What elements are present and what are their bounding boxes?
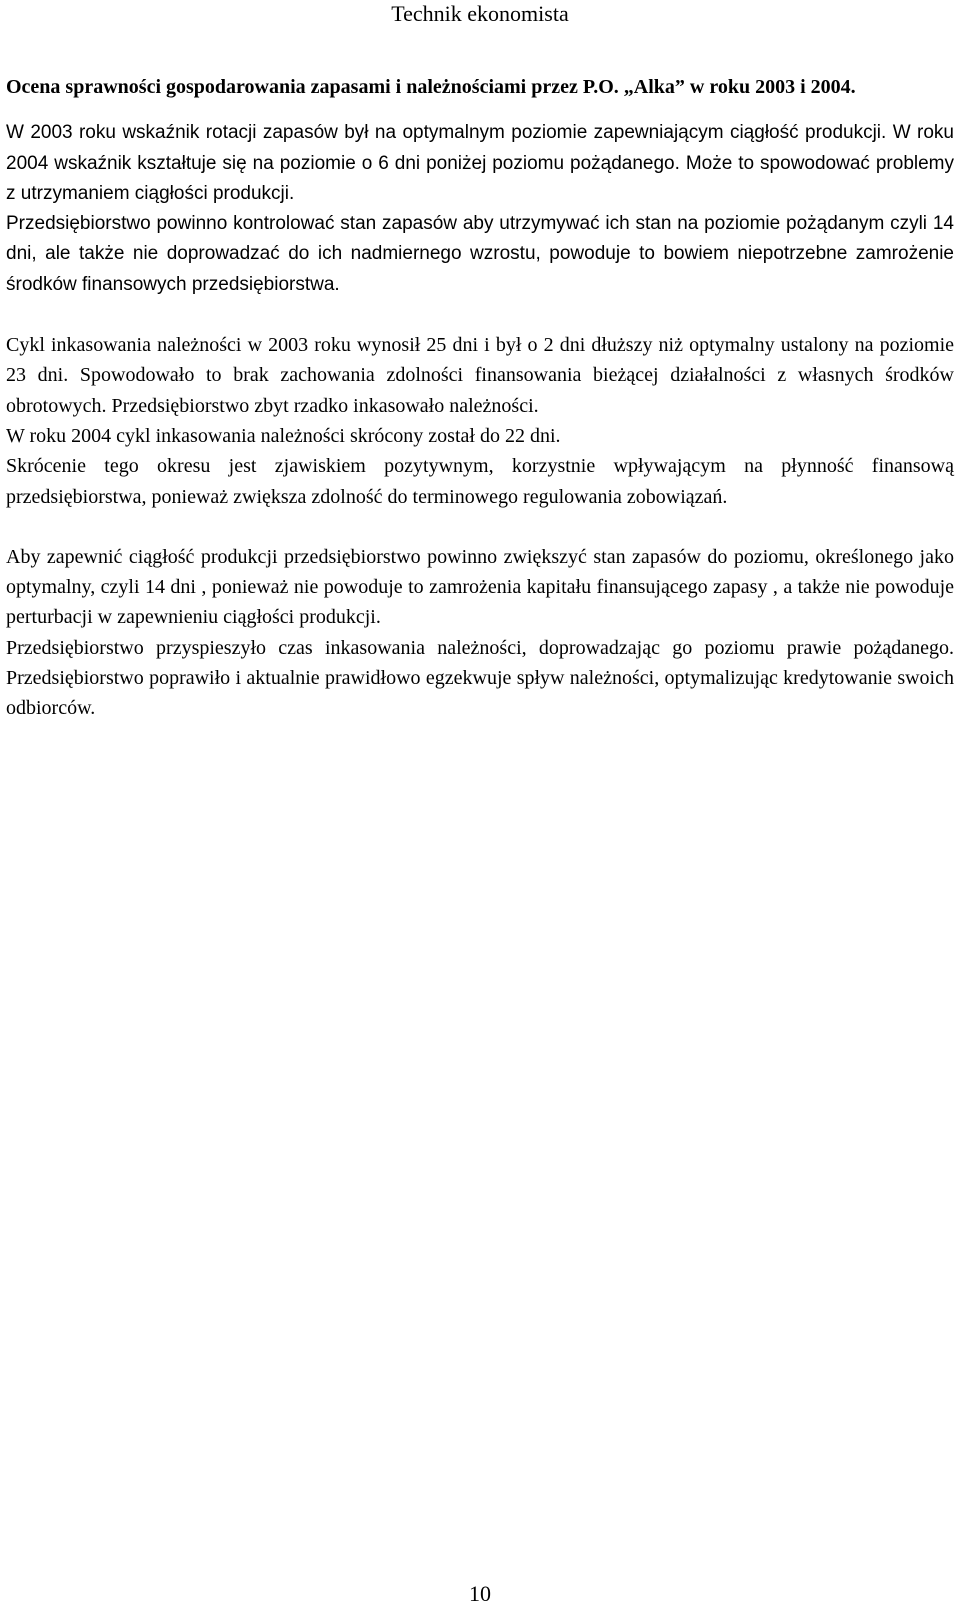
- paragraph-recommendation-inventory: Aby zapewnić ciągłość produkcji przedsiębiorstwo powinno zwiększyć stan zapasów do poziomu, określonego jako optymalny, czyli 14 dni , ponieważ nie powoduje to zamrożenia kapitału finansującego zapasy , a także nie powoduje perturbacji w zapewnieniu ciągłości produkcji.: [6, 545, 954, 629]
- page-header: Technik ekonomista: [391, 1, 569, 26]
- paragraph-inventory-rotation: W 2003 roku wskaźnik rotacji zapasów był na optymalnym poziomie zapewniającym ciągłość produkcji. W roku 2004 wskaźnik kształtuje się na poziomie o 6 dni poniżej poziomu pożądanego. Może to spowodować problemy z utrzymaniem ciągłości produkcji.: [6, 122, 954, 204]
- section-recommendations: [6, 542, 954, 724]
- section-inventory: [6, 118, 954, 300]
- document-body: [6, 72, 954, 724]
- paragraph-receivables-2004: W roku 2004 cykl inkasowania należności skrócony został do 22 dni.: [6, 424, 561, 447]
- page-number: 10: [469, 1581, 491, 1606]
- section-receivables: [6, 330, 954, 512]
- document-title: Ocena sprawności gospodarowania zapasami i należnościami przez P.O. „Alka” w roku 2003 i 2004.: [6, 76, 856, 98]
- paragraph-receivables-effect: Skrócenie tego okresu jest zjawiskiem pozytywnym, korzystnie wpływającym na płynność finansową przedsiębiorstwa, ponieważ zwiększa zdolność do terminowego regulowania zobowiązań.: [6, 455, 954, 508]
- paragraph-inventory-control: Przedsiębiorstwo powinno kontrolować stan zapasów aby utrzymywać ich stan na poziomie pożądanym czyli 14 dni, ale także nie doprowadzać do ich nadmiernego wzrostu, powoduje to bowiem niepotrzebne zamrożenie środków finansowych przedsiębiorstwa.: [6, 213, 954, 295]
- paragraph-receivables-2003: Cykl inkasowania należności w 2003 roku wynosił 25 dni i był o 2 dni dłuższy niż optymalny ustalony na poziomie 23 dni. Spowodowało to brak zachowania zdolności finansowania bieżącej działalności z własnych środków obrotowych. Przedsiębiorstwo zbyt rzadko inkasowało należności.: [6, 334, 954, 417]
- paragraph-recommendation-receivables: Przedsiębiorstwo przyspieszyło czas inkasowania należności, doprowadzając go poziomu prawie pożądanego. Przedsiębiorstwo poprawiło i aktualnie prawidłowo egzekwuje spływ należności, optymalizując kredytowanie swoich odbiorców.: [6, 636, 954, 720]
